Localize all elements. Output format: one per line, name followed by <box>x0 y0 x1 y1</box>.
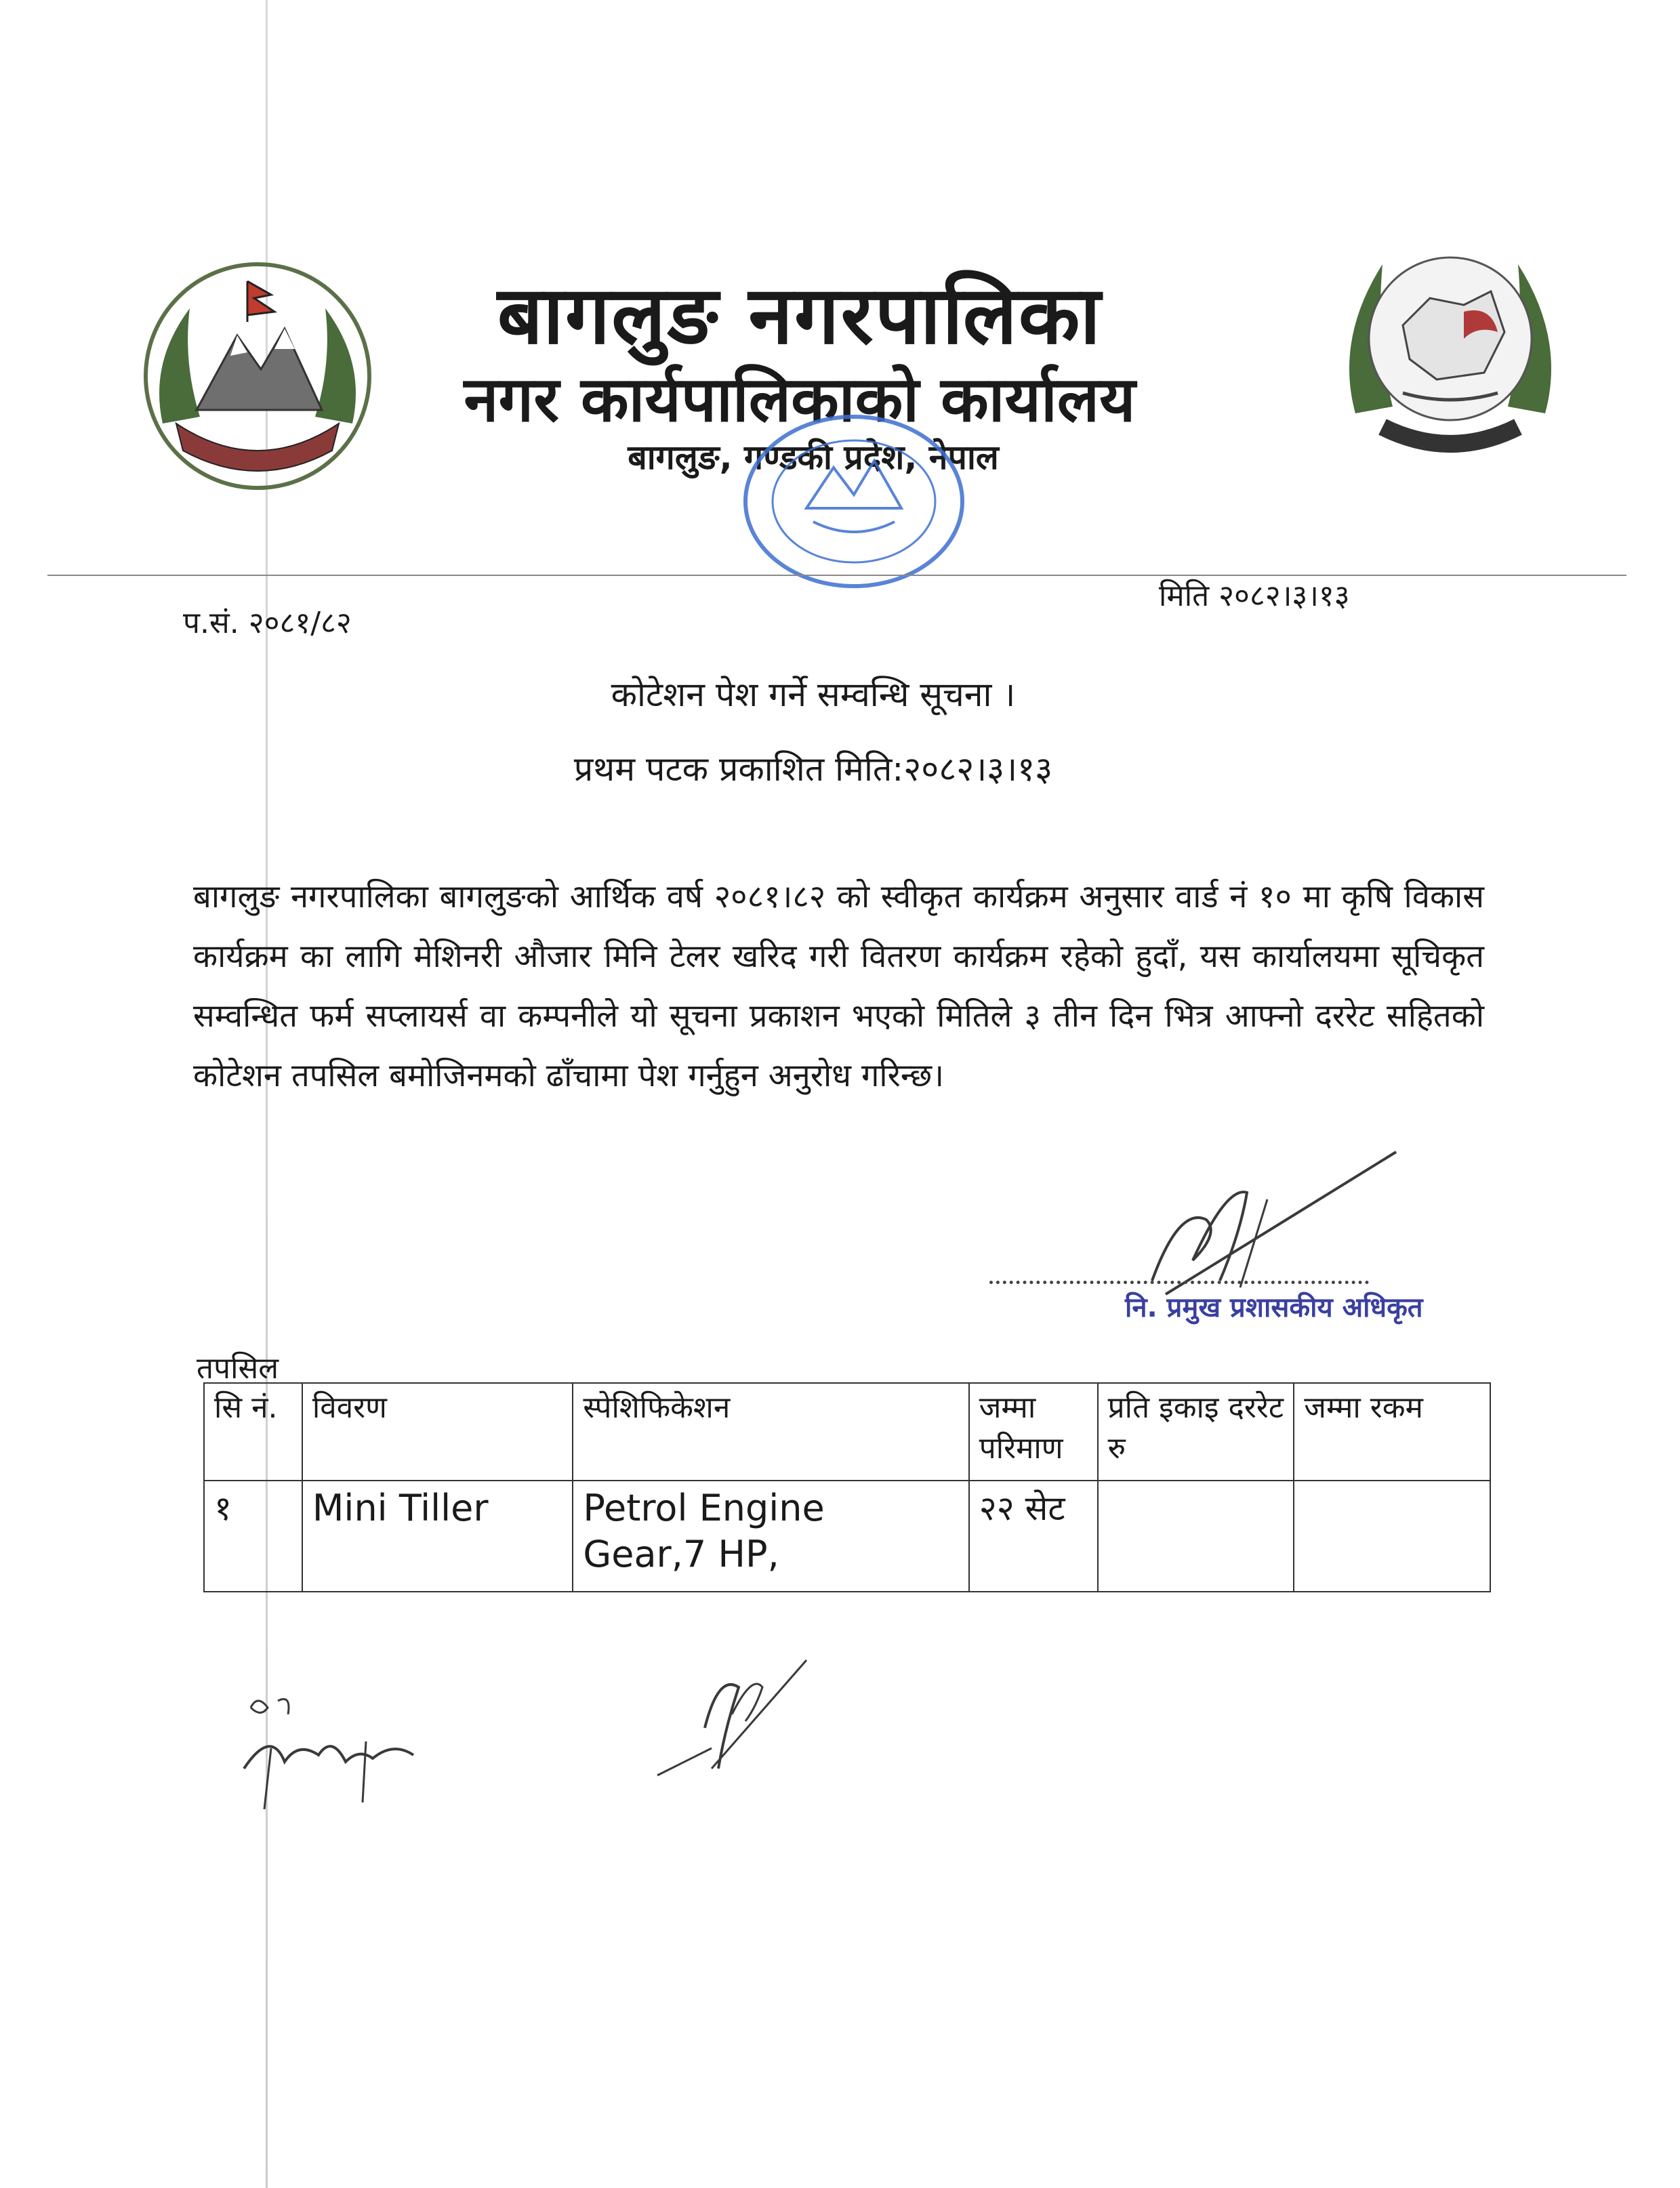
office-seal-stamp <box>718 407 976 603</box>
notice-body: बागलुङ नगरपालिका बागलुङको आर्थिक वर्ष २०८१।८२ को स्वीकृत कार्यक्रम अनुसार वार्ड नं १० मा कृषि विकास कार्यक्रम का लागि मेशिनरी औजार मिनि टेलर खरिद गरी वितरण कार्यक्रम रहेको हुदाँ, यस कार्यालयमा सूचिकृत सम्वन्धित फर्म सप्लायर्स वा कम्पनीले यो सूचना प्रकाशन भएको मितिले ३ तीन दिन भित्र आफ्नो दररेट सहितको कोटेशन तपसिल बमोजिनमको ढाँचामा पेश गर्नुहुन अनुरोध गरिन्छ। <box>193 878 1484 1094</box>
nepal-government-emblem-icon <box>136 254 380 498</box>
cell-unit-rate <box>1098 1481 1294 1592</box>
cell-description: Mini Tiller <box>302 1481 573 1592</box>
letter-reference-number: प.सं. २०८१/८२ <box>183 606 352 640</box>
notice-subject: कोटेशन पेश गर्ने सम्वन्धि सूचना । <box>611 675 1016 714</box>
signatory-designation: नि. प्रमुख प्रशासकीय अधिकृत <box>1125 1292 1423 1323</box>
column-header-sn: सि नं. <box>204 1383 302 1481</box>
office-title: नगर कार्यपालिकाको कार्यालय <box>464 363 1136 436</box>
column-header-description: विवरण <box>302 1383 573 1481</box>
publication-date: प्रथम पटक प्रकाशित मिति:२०८२।३।१३ <box>573 749 1053 789</box>
column-header-specification: स्पेशिफिकेशन <box>573 1383 968 1481</box>
quotation-schedule-table <box>203 1382 1491 1592</box>
cell-sn: १ <box>204 1481 302 1592</box>
handwritten-signature <box>230 1667 447 1823</box>
handwritten-signature <box>644 1647 820 1782</box>
table-header-row <box>204 1383 1490 1481</box>
table-row <box>204 1481 1490 1592</box>
office-address: बागलुङ, गण्डकी प्रदेश, नेपाल <box>628 438 999 477</box>
cell-amount <box>1294 1481 1490 1592</box>
column-header-unit-rate: प्रति इकाइ दररेट रु <box>1098 1383 1294 1481</box>
cell-specification: Petrol Engine Gear,7 HP, <box>573 1481 968 1592</box>
cell-quantity: २२ सेट <box>969 1481 1098 1592</box>
column-header-quantity: जम्मा परिमाण <box>969 1383 1098 1481</box>
header-divider <box>47 575 1626 576</box>
municipality-logo-icon <box>1328 224 1572 468</box>
document-date: मिति २०८२।३।१३ <box>1159 579 1350 613</box>
municipality-title: बागलुङ नगरपालिका <box>497 268 1103 362</box>
schedule-label: तपसिल <box>197 1351 279 1386</box>
signature-line <box>989 1274 1369 1284</box>
column-header-amount: जम्मा रकम <box>1294 1383 1490 1481</box>
